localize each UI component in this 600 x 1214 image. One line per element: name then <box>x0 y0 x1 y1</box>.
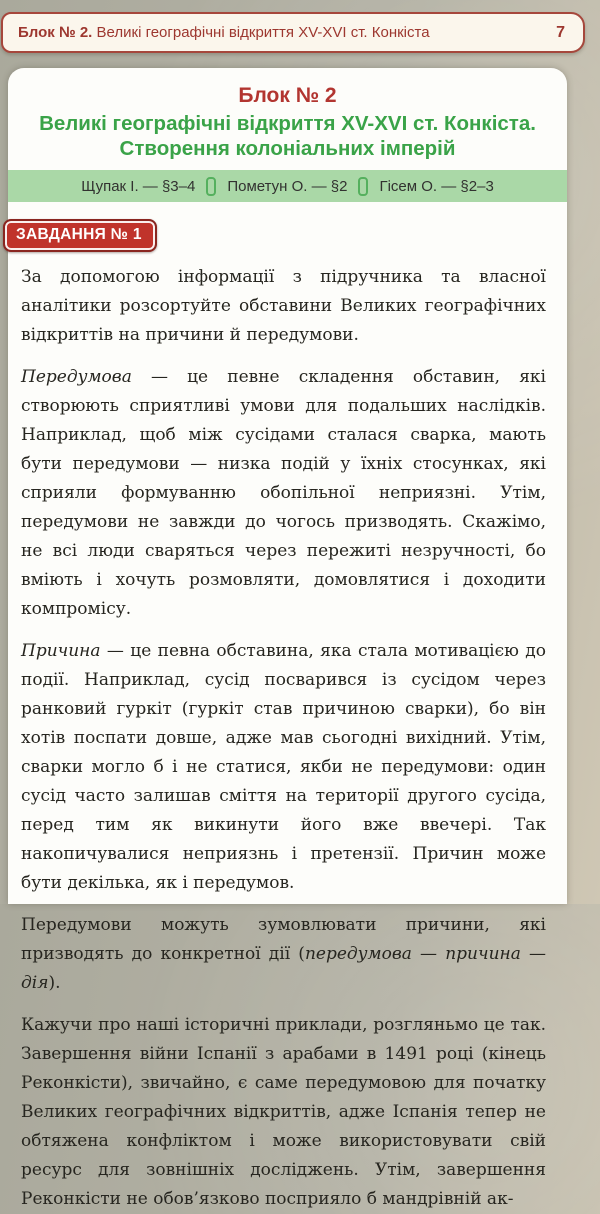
term-peredumova: Передумова <box>21 367 132 387</box>
reference-pometun: Пометун О. — §2 <box>227 177 348 195</box>
task-body-text <box>8 263 567 1214</box>
running-head-block-label: Блок № 2. <box>18 24 93 41</box>
paragraph-historical-example <box>21 1011 546 1214</box>
scheme-italic: передумова — причина — дія <box>21 944 547 993</box>
chapter-subtitle <box>8 111 567 161</box>
running-head-chapter-title: Великі географічні відкриття XV-XVI ст. Конкіста <box>96 24 430 41</box>
reference-separator-icon <box>206 177 216 196</box>
reference-shchupak: Щупак І. — §3–4 <box>81 177 196 195</box>
task-number-badge: ЗАВДАННЯ № 1 <box>3 219 157 252</box>
running-head-bar <box>1 12 585 53</box>
paragraph-peredumova-definition <box>21 363 546 624</box>
paragraph-text: ). <box>48 973 61 993</box>
paragraph-text: Кажучи про наші історичні приклади, розгляньмо це так. Завершення війни Іспанії з арабами в 1491 році (кінець Реконкісти), звичайно, є саме передумовою для початку Великих географічних відкриттів, адже Іспанія тепер не обтяжена конфліктом і може використовувати свій ресурс для зовнішніх досліджень. Утім, завершення Реконкісти не обов’язково посприяло б мандрівній ак- <box>21 1015 546 1209</box>
paragraph-task-intro <box>21 263 546 350</box>
page-card <box>8 68 567 1209</box>
reference-hisem: Гісем О. — §2–3 <box>379 177 494 195</box>
textbook-references-band <box>8 170 567 202</box>
paragraph-scheme <box>21 911 546 998</box>
block-title: Блок № 2 <box>238 84 337 107</box>
term-prychyna: Причина <box>21 641 101 661</box>
paragraph-text: За допомогою інформації з підручника та власної аналітики розсортуйте обставини Великих географічних відкриттів на причини й передумови. <box>21 267 546 345</box>
page-number: 7 <box>556 23 565 41</box>
chapter-subtitle-line2: Створення колоніальних імперій <box>119 137 456 160</box>
chapter-subtitle-line1: Великі географічні відкриття XV-XVI ст. Конкіста. <box>39 112 536 135</box>
paragraph-prychyna-definition <box>21 637 546 898</box>
paragraph-text: — це певне складення обставин, які створюють сприятливі умови для подальших наслідків. Наприклад, щоб між сусідами сталася сварка, мають бути передумови — низка подій у їхніх стосунках, які сприяли формуванню обопільної неприязні. Утім, передумови не завжди до чогось призводять. Скажімо, не всі люди сваряться через пережиті незручності, бо вміють і хочуть розмовляти, домовлятися і доходити компромісу. <box>21 367 546 619</box>
paragraph-text: — це певна обставина, яка стала мотивацією до події. Наприклад, сусід посварився із сусідом через ранковий гуркіт (гуркіт став причиною сварки), бо він хотів поспати довше, адже мав сьогодні вихідний. Утім, сварки могло б і не статися, якби не передумови: один сусід часто залишав сміття на території другого сусіда, перед тим як викинути його вже ввечері. Так накопичувалися неприязнь і претензії. Причин може бути декілька, як і передумов. <box>21 641 546 893</box>
reference-separator-icon <box>358 177 368 196</box>
running-head-title <box>18 24 430 41</box>
paragraph-text: Передумови можуть зумовлювати причини, які призводять до конкретної дії ( <box>21 915 546 964</box>
